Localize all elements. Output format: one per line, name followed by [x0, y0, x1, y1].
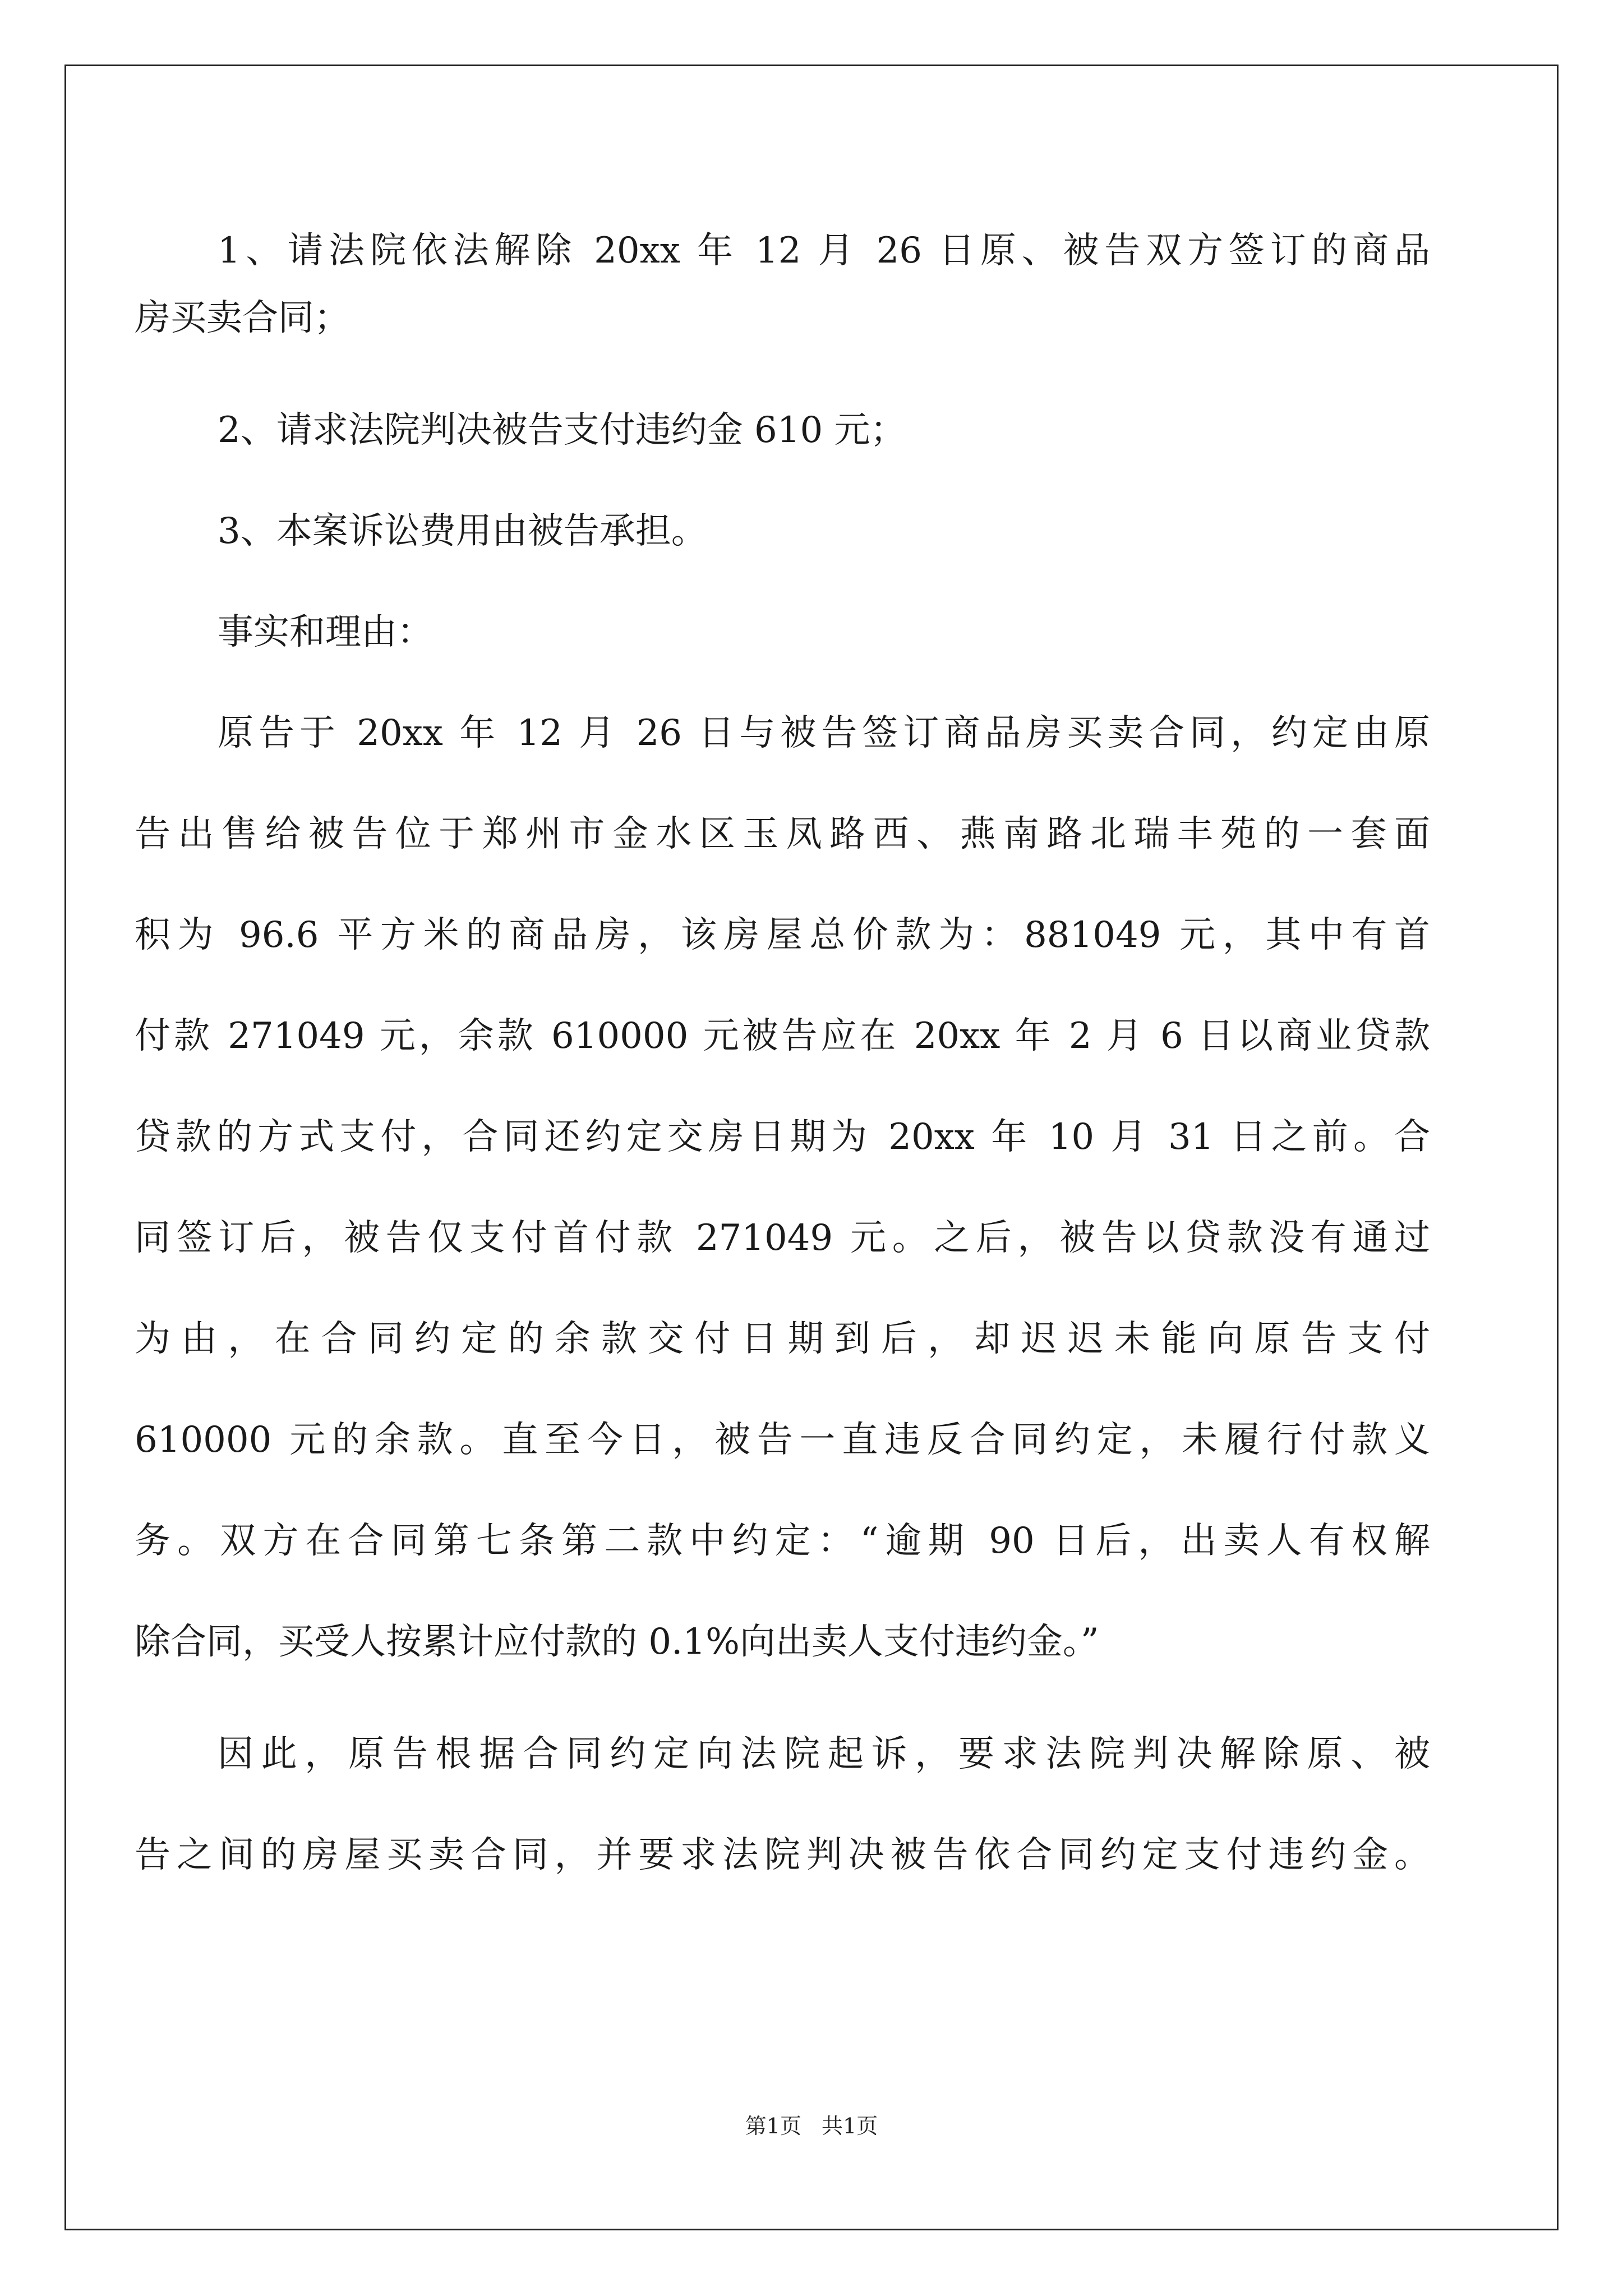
text-line: 付款 271049 元，余款 610000 元被告应在 20xx 年 2 月 6 日以商业贷款: [135, 1015, 1430, 1057]
text-line: 积为 96.6 平方米的商品房，该房屋总价款为：881049 元，其中有首: [135, 914, 1430, 956]
text-line: 同签订后，被告仅支付首付款 271049 元。之后，被告以贷款没有通过: [135, 1217, 1430, 1259]
text-line: 除合同，买受人按累计应付款的 0.1%向出卖人支付违约金。”: [135, 1621, 1099, 1663]
text-line: 为由，在合同约定的余款交付日期到后，却迟迟未能向原告支付: [135, 1318, 1430, 1360]
text-line: 2、请求法院判决被告支付违约金 610 元；: [218, 409, 906, 451]
text-line: 610000 元的余款。直至今日，被告一直违反合同约定，未履行付款义: [135, 1419, 1430, 1461]
text-line: 原告于 20xx 年 12 月 26 日与被告签订商品房买卖合同，约定由原: [218, 712, 1430, 754]
text-line: 3、本案诉讼费用由被告承担。: [218, 510, 707, 552]
text-line: 务。双方在合同第七条第二款中约定：“逾期 90 日后，出卖人有权解: [135, 1520, 1430, 1562]
text-line: 告出售给被告位于郑州市金水区玉凤路西、燕南路北瑞丰苑的一套面: [135, 813, 1430, 855]
text-line: 房买卖合同；: [135, 297, 350, 339]
text-line: 因此，原告根据合同约定向法院起诉，要求法院判决解除原、被: [218, 1733, 1430, 1775]
page-number: 第1页: [745, 2114, 801, 2138]
text-line: 1、请法院依法解除 20xx 年 12 月 26 日原、被告双方签订的商品: [218, 230, 1430, 272]
page-footer: [0, 2112, 1623, 2140]
text-line: 贷款的方式支付，合同还约定交房日期为 20xx 年 10 月 31 日之前。合: [135, 1116, 1430, 1158]
page-total: 共1页: [822, 2114, 878, 2138]
section-heading: 事实和理由：: [218, 611, 433, 653]
text-line: 告之间的房屋买卖合同，并要求法院判决被告依合同约定支付违约金。: [135, 1834, 1430, 1876]
